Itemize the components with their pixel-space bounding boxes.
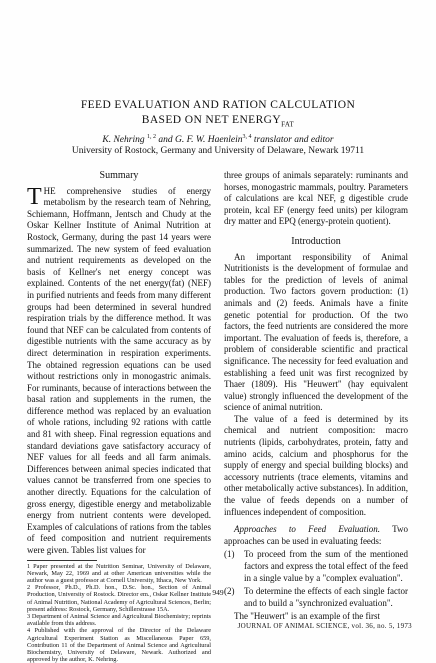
author-1-name: K. Nehring bbox=[102, 135, 145, 146]
title-subscript: FAT bbox=[281, 120, 295, 129]
footnote-1: 1 Paper presented at the Nutrition Seminar, University of Delaware, Newark, May 22, 1969 and at other American universities while the author was a guest professor at Cornell University, Ithaca, New York. bbox=[27, 562, 211, 584]
footnotes bbox=[27, 563, 211, 663]
list-item-number: (1) bbox=[224, 549, 235, 560]
affiliation: University of Rostock, Germany and University of Delaware, Newark 19711 bbox=[71, 146, 365, 156]
footnote-4: 4 Published with the approval of the Director of the Delaware Agricultural Experiment Station as Miscellaneous Paper 659, Contribution 11 of the Department of Animal Science and Agricultural Biochemistry, University of Delaware, Newark. Authorized and approved by the author, K. Nehring. bbox=[27, 627, 211, 663]
summary-heading: Summary bbox=[99, 170, 139, 181]
drop-cap: T bbox=[27, 183, 42, 210]
intro-paragraph-2: The value of a feed is determined by its chemical and nutrient composition: macro nutrients (lipids, carbohydrates, protein, fatty and amino acids, calcium and phosphorus for the supply of energy and special building blocks) and accessory nutrients (trace elements, vitamins and other metabolically active substances). In addition, the value of feeds depends on a number of influences independent of composition. bbox=[224, 413, 408, 517]
author-2-name: G. F. W. Haenlein bbox=[174, 135, 243, 146]
title-line-2 bbox=[0, 113, 436, 132]
author-2-footnote-marks: 3, 4 bbox=[242, 134, 252, 140]
author-1-footnote-marks: 1, 2 bbox=[146, 134, 156, 140]
approaches-paragraph bbox=[224, 524, 408, 547]
title-line-2-text: BASED ON NET ENERGY bbox=[141, 114, 282, 126]
summary-paragraph bbox=[27, 183, 211, 557]
closing-paragraph: The "Heuwert" is an example of the first bbox=[234, 611, 381, 622]
page-number: 949 bbox=[212, 588, 224, 597]
list-item-text: To proceed from the sum of the mentioned factors and express the total effect of the feed in a single value by a "complex evaluation". bbox=[244, 549, 408, 583]
author-2-role: translator and editor bbox=[253, 135, 334, 146]
paper-title bbox=[0, 98, 436, 132]
list-item bbox=[224, 549, 408, 584]
approaches-subheading: Approaches to Feed Evaluation. bbox=[234, 524, 381, 535]
footnote-2: 2 Professor, Ph.D., Ph.D. hon., D.Sc. hon., Section of Animal Production, University of Rostock. Director em., Oskar Kellner Institute of Animal Nutrition, National Academy of Agricultural Sciences, Berlin; present address: Rostock, Germany, Schillerstrasse 15A. bbox=[27, 584, 211, 613]
title-line-1: FEED EVALUATION AND RATION CALCULATION bbox=[80, 99, 356, 111]
footnote-rule bbox=[27, 560, 97, 561]
approaches-text: Two approaches can be used in evaluating feeds: bbox=[224, 524, 408, 546]
footnote-3: 3 Department of Animal Science and Agricultural Biochemistry; reprints available from this address. bbox=[27, 613, 211, 628]
summary-continuation: three groups of animals separately: ruminants and horses, monogastric mammals, poultry. Parameters of calculations are kcal NEF, g digestible crude protein, kcal EF (energy feed units) per kilogram dry matter and EPQ (energy-protein quotient). bbox=[224, 170, 408, 227]
list-item-text: To determine the effects of each single factor and to build a "synchronized evaluation". bbox=[244, 586, 408, 608]
introduction-heading: Introduction bbox=[291, 235, 341, 247]
journal-citation: JOURNAL OF ANIMAL SCIENCE, vol. 36, no. 5, 1973 bbox=[237, 622, 412, 630]
right-column bbox=[224, 170, 408, 623]
and-word: and bbox=[158, 135, 173, 146]
intro-paragraph-1: An important responsibility of Animal Nutritionists is the development of formulae and tables for the prediction of levels of animal production. Two factors govern production: (1) animals and (2) feeds. Animals have a finite genetic potential for production. Of the two factors, the feed nutrients are considered the more important. The evaluation of feeds is, therefore, a problem of considerable scientific and practical significance. The necessity for feed evaluation and establishing a feed unit was first recognized by Thaer (1809). His "Heuwert" (hay equivalent value) strongly influenced the development of the science of animal nutrition. bbox=[224, 251, 408, 413]
list-item-number: (2) bbox=[224, 586, 235, 597]
summary-text: HE comprehensive studies of energy metabolism by the research team of Nehring, Schiemann, Hoffmann, Jentsch and Chudy at the Oskar Kellner Institute of Animal Nutrition at Rostock, Germany, during the past 14 years were summarized. The new system of feed evaluation and nutrient requirements as developed on the basis of Kellner's net energy concept was explained. Contents of the net energy(fat) (NEF) in purified nutrients and feeds from many different groups had been determined in several hundred respiration trials by the difference method. It was found that NEF can be calculated from contents of digestible nutrients with the same accuracy as by direct determination in respiration experiments. The obtained regression equations can be used without restrictions only in monogastric animals. For ruminants, because of interactions between the basal ration and supplements in the rumen, the difference method was replaced by an evaluation of whole rations, including 92 rations with cattle and 81 with sheep. Final regression equations and standard deviations gave satisfactory accuracy of NEF values for all feeds and all farm animals. Differences between animal species indicated that values cannot be transferred from one species to another directly. Equations for the calculation of gross energy, digestible energy and metabolizable energy from nutrient contents were developed. Examples of calculations of rations from the tables of feed composition and nutrient requirements were given. Tables list values for bbox=[27, 185, 211, 555]
author-line bbox=[0, 131, 436, 146]
